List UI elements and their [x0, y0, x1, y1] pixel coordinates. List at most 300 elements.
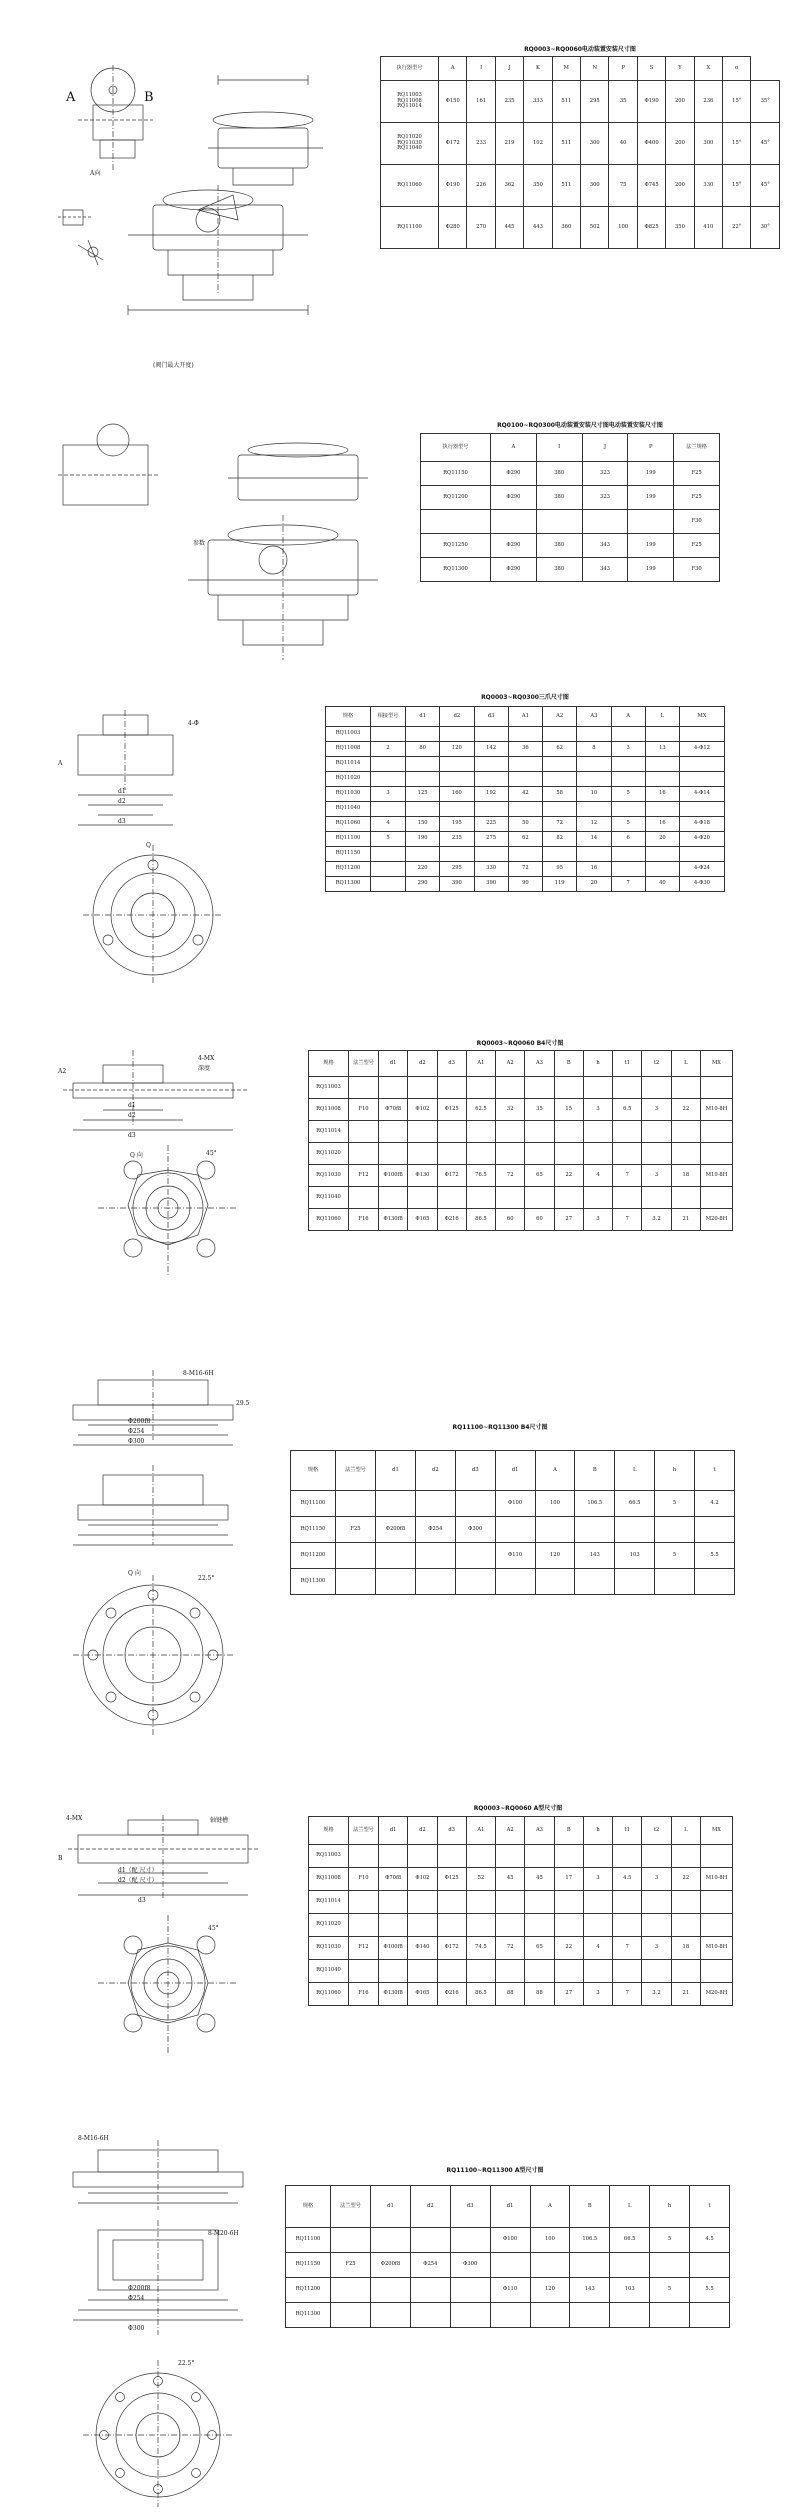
column-header: X: [694, 57, 722, 81]
value-cell: 270: [467, 207, 495, 249]
value-cell: [525, 1845, 554, 1868]
table-row: [381, 207, 780, 249]
column-header: L: [671, 1051, 700, 1077]
value-cell: Φ400: [637, 123, 665, 165]
value-cell: [437, 1077, 466, 1099]
column-header: 执行器型号: [421, 434, 491, 462]
value-cell: 5: [650, 2228, 690, 2253]
value-cell: 380: [536, 486, 582, 510]
model-cell: RQ11100: [291, 1491, 336, 1517]
value-cell: 62: [543, 742, 577, 757]
section-b4-rq11100-rq11300: [0, 1350, 790, 1760]
value-cell: [371, 847, 406, 862]
value-cell: 3: [642, 1937, 671, 1960]
value-cell: 125: [406, 787, 440, 802]
label-view: 参数: [193, 540, 206, 547]
model-cell: [421, 510, 491, 534]
value-cell: 343: [582, 558, 628, 582]
model-cell: RQ11020: [309, 1143, 349, 1165]
value-cell: [336, 1491, 376, 1517]
value-cell: 45°: [751, 123, 780, 165]
column-header: d1: [495, 1451, 535, 1491]
model-cell: RQ11030: [309, 1937, 349, 1960]
value-cell: [371, 772, 406, 787]
section-title: RQ0003~RQ0060 B4尺寸图: [476, 1040, 564, 1047]
column-header: 规格: [326, 707, 371, 727]
value-cell: 4: [371, 817, 406, 832]
value-cell: 3.2: [642, 1209, 671, 1231]
value-cell: [680, 847, 725, 862]
value-cell: [496, 1121, 525, 1143]
section-title: RQ0100~RQ0300电动装置安装尺寸图电动装置安装尺寸图: [497, 422, 663, 429]
value-cell: [611, 757, 645, 772]
column-header: t2: [642, 1051, 671, 1077]
value-cell: F16: [349, 1983, 379, 2006]
model-cell: RQ11020: [326, 772, 371, 787]
value-cell: 88: [525, 1983, 554, 2006]
label-d1: Φ200f8: [128, 2285, 151, 2292]
value-cell: [642, 1891, 671, 1914]
actuator-large-drawing: [58, 420, 388, 670]
column-header: d1: [379, 1817, 408, 1845]
label-d3: d3: [138, 1897, 146, 1904]
value-cell: [440, 757, 474, 772]
value-cell: 161: [467, 81, 495, 123]
value-cell: 66.5: [615, 1491, 655, 1517]
value-cell: [508, 802, 542, 817]
value-cell: [611, 727, 645, 742]
model-cell: RQ11200: [421, 486, 491, 510]
table-row: [309, 1187, 733, 1209]
value-cell: [437, 1891, 466, 1914]
value-cell: [379, 1960, 408, 1983]
actuator-install-drawing: [58, 60, 378, 390]
value-cell: [440, 772, 474, 787]
value-cell: 16: [645, 787, 679, 802]
value-cell: 4-Φ18: [680, 817, 725, 832]
value-cell: 143: [570, 2278, 610, 2303]
value-cell: [525, 1143, 554, 1165]
label-q: Q: [146, 842, 151, 849]
label-d3: d3: [118, 818, 126, 825]
model-cell: RQ11300: [421, 558, 491, 582]
value-cell: [613, 1121, 642, 1143]
value-cell: [530, 2303, 570, 2328]
value-cell: [496, 1891, 525, 1914]
column-header: 规格: [286, 2186, 331, 2228]
value-cell: Φ280: [439, 207, 467, 249]
table-row: [381, 123, 780, 165]
column-header: J: [582, 434, 628, 462]
value-cell: [530, 2253, 570, 2278]
column-header: 法兰型号: [336, 1451, 376, 1491]
value-cell: 3.2: [642, 1983, 671, 2006]
value-cell: 5.5: [690, 2278, 730, 2303]
dimension-table: [420, 433, 720, 582]
label-d2: d2（配 尺寸）: [118, 1877, 158, 1884]
column-header: d3: [437, 1051, 466, 1077]
value-cell: 15: [554, 1099, 583, 1121]
value-cell: 76.5: [466, 1165, 495, 1187]
value-cell: 65: [525, 1937, 554, 1960]
value-cell: 300: [581, 165, 609, 207]
value-cell: [613, 1143, 642, 1165]
label-q: Q 向: [130, 1152, 143, 1159]
value-cell: 60: [525, 1209, 554, 1231]
value-cell: Φ825: [637, 207, 665, 249]
value-cell: 323: [582, 462, 628, 486]
value-cell: 199: [628, 462, 674, 486]
label-holes: 4-MX: [66, 1815, 83, 1822]
value-cell: 3: [583, 1983, 612, 2006]
column-header: d2: [408, 1051, 437, 1077]
value-cell: [613, 1891, 642, 1914]
value-cell: 6.5: [613, 1099, 642, 1121]
section-a-type-rq0003-rq0060: [0, 1760, 790, 2130]
table-row: [421, 486, 720, 510]
value-cell: 2: [371, 742, 406, 757]
table-row: [326, 742, 725, 757]
label-height: 29.5: [236, 1400, 250, 1407]
value-cell: [613, 1960, 642, 1983]
value-cell: [410, 2303, 450, 2328]
model-cell: RQ11030: [326, 787, 371, 802]
value-cell: F10: [349, 1868, 379, 1891]
value-cell: Φ300: [455, 1517, 495, 1543]
value-cell: M20-8H: [701, 1983, 733, 2006]
column-header: B: [575, 1451, 615, 1491]
value-cell: 72: [496, 1937, 525, 1960]
model-cell: RQ11300: [291, 1569, 336, 1595]
value-cell: 16: [645, 817, 679, 832]
column-header: MX: [680, 707, 725, 727]
column-header: d3: [455, 1451, 495, 1491]
section-rq0100-rq0300-install: [0, 400, 790, 670]
value-cell: [408, 1143, 437, 1165]
value-cell: F16: [349, 1209, 379, 1231]
value-cell: Φ290: [491, 534, 537, 558]
value-cell: 195: [440, 817, 474, 832]
column-header: M: [552, 57, 580, 81]
value-cell: 103: [610, 2278, 650, 2303]
value-cell: 390: [440, 877, 474, 892]
value-cell: [508, 847, 542, 862]
value-cell: F25: [674, 486, 720, 510]
value-cell: [371, 757, 406, 772]
value-cell: 7: [613, 1165, 642, 1187]
column-header: L: [671, 1817, 700, 1845]
column-header: t: [695, 1451, 735, 1491]
value-cell: [554, 1845, 583, 1868]
value-cell: Φ130f8: [379, 1983, 408, 2006]
value-cell: [642, 1121, 671, 1143]
column-header: h: [650, 2186, 690, 2228]
value-cell: 15°: [723, 165, 751, 207]
value-cell: 119: [543, 877, 577, 892]
column-header: 执行器型号: [381, 57, 439, 81]
value-cell: 295: [440, 862, 474, 877]
value-cell: [408, 1960, 437, 1983]
value-cell: [349, 1960, 379, 1983]
value-cell: [379, 1914, 408, 1937]
model-cell: RQ11030: [309, 1165, 349, 1187]
value-cell: 4.5: [613, 1868, 642, 1891]
value-cell: 4.2: [695, 1491, 735, 1517]
value-cell: [450, 2228, 490, 2253]
column-header: d3: [474, 707, 508, 727]
value-cell: [466, 1077, 495, 1099]
value-cell: F12: [349, 1165, 379, 1187]
column-header: P: [628, 434, 674, 462]
column-header: J: [495, 57, 523, 81]
value-cell: 40: [645, 877, 679, 892]
value-cell: 95: [543, 862, 577, 877]
table-row: [326, 817, 725, 832]
value-cell: [570, 2253, 610, 2278]
label-angle: 45°: [206, 1150, 217, 1157]
model-cell: RQ11003 RQ11008 RQ11014: [381, 81, 439, 123]
value-cell: 16: [577, 862, 611, 877]
value-cell: [701, 1121, 733, 1143]
value-cell: [379, 1187, 408, 1209]
column-header: 法兰型号: [349, 1817, 379, 1845]
value-cell: [508, 727, 542, 742]
value-cell: Φ290: [491, 558, 537, 582]
dimension-table: [308, 1816, 733, 2006]
value-cell: [474, 847, 508, 862]
value-cell: [671, 1121, 700, 1143]
value-cell: [701, 1960, 733, 1983]
value-cell: [671, 1845, 700, 1868]
value-cell: [371, 2228, 411, 2253]
model-cell: RQ11003: [309, 1845, 349, 1868]
value-cell: 200: [666, 165, 694, 207]
model-cell: RQ11060: [309, 1983, 349, 2006]
value-cell: 22: [671, 1099, 700, 1121]
value-cell: 226: [467, 165, 495, 207]
value-cell: [371, 877, 406, 892]
label-d3: Φ300: [128, 1438, 145, 1445]
column-header: t1: [613, 1051, 642, 1077]
value-cell: 5: [655, 1543, 695, 1569]
value-cell: [575, 1517, 615, 1543]
value-cell: [525, 1077, 554, 1099]
value-cell: M10-8H: [701, 1937, 733, 1960]
value-cell: [349, 1914, 379, 1937]
value-cell: [408, 1121, 437, 1143]
value-cell: [628, 510, 674, 534]
value-cell: 22: [671, 1868, 700, 1891]
value-cell: F25: [336, 1517, 376, 1543]
label-d1: Φ200f8: [128, 1418, 151, 1425]
table-row: [421, 558, 720, 582]
section-three-claw: [0, 670, 790, 1000]
value-cell: [466, 1121, 495, 1143]
column-header: A: [439, 57, 467, 81]
value-cell: [450, 2278, 490, 2303]
value-cell: [495, 1517, 535, 1543]
value-cell: Φ100: [490, 2228, 530, 2253]
model-cell: RQ11003: [326, 727, 371, 742]
model-cell: RQ11003: [309, 1077, 349, 1099]
column-header: A3: [525, 1817, 554, 1845]
section-title: RQ0003~RQ0060电动装置安装尺寸图: [524, 46, 636, 53]
value-cell: [575, 1569, 615, 1595]
value-cell: [642, 1845, 671, 1868]
value-cell: 62: [508, 832, 542, 847]
value-cell: 7: [613, 1209, 642, 1231]
value-cell: Φ172: [437, 1165, 466, 1187]
model-cell: RQ11014: [309, 1891, 349, 1914]
value-cell: [543, 757, 577, 772]
table-row: [286, 2278, 730, 2303]
value-cell: [406, 757, 440, 772]
value-cell: M10-8H: [701, 1165, 733, 1187]
column-header: B: [554, 1051, 583, 1077]
label-holes: 4-MX: [198, 1055, 215, 1062]
column-header: 规格: [309, 1817, 349, 1845]
value-cell: [508, 757, 542, 772]
section-title: RQ0003~RQ0060 A型尺寸图: [473, 1805, 563, 1812]
section-title: RQ11100~RQ11300 A型尺寸图: [446, 2167, 544, 2174]
value-cell: 103: [615, 1543, 655, 1569]
column-header: h: [655, 1451, 695, 1491]
label-holes: 4-Φ: [188, 720, 199, 727]
column-header: A1: [508, 707, 542, 727]
value-cell: Φ70f8: [379, 1099, 408, 1121]
value-cell: 20: [577, 877, 611, 892]
value-cell: [336, 1569, 376, 1595]
value-cell: 7: [611, 877, 645, 892]
value-cell: 35: [609, 81, 637, 123]
value-cell: 160: [440, 787, 474, 802]
value-cell: [379, 1121, 408, 1143]
label-holes-top: 8-M16-6H: [78, 2135, 109, 2142]
value-cell: 300: [581, 123, 609, 165]
value-cell: [437, 1914, 466, 1937]
model-cell: RQ11150: [326, 847, 371, 862]
value-cell: 22: [554, 1937, 583, 1960]
section-rq0003-rq0060-install: [0, 0, 790, 400]
value-cell: 4: [583, 1937, 612, 1960]
value-cell: F30: [674, 558, 720, 582]
column-header: t: [690, 2186, 730, 2228]
value-cell: [349, 1187, 379, 1209]
value-cell: [582, 510, 628, 534]
value-cell: 236: [694, 81, 722, 123]
model-cell: RQ11008: [309, 1868, 349, 1891]
column-header: d2: [410, 2186, 450, 2228]
value-cell: 199: [628, 486, 674, 510]
column-header: d2: [408, 1817, 437, 1845]
value-cell: [642, 1960, 671, 1983]
value-cell: [613, 1914, 642, 1937]
value-cell: 4-Φ12: [680, 742, 725, 757]
value-cell: [645, 862, 679, 877]
value-cell: [336, 1543, 376, 1569]
column-header: S: [637, 57, 665, 81]
value-cell: [671, 1187, 700, 1209]
value-cell: [577, 802, 611, 817]
label-a: A: [58, 760, 63, 767]
column-header: A2: [496, 1051, 525, 1077]
dimension-table: [325, 706, 725, 892]
value-cell: [437, 1960, 466, 1983]
value-cell: [406, 772, 440, 787]
value-cell: Φ110: [495, 1543, 535, 1569]
value-cell: 10: [577, 787, 611, 802]
column-header: A: [535, 1451, 575, 1491]
dimension-table: [285, 2185, 730, 2328]
value-cell: 3: [611, 742, 645, 757]
value-cell: 330: [474, 862, 508, 877]
value-cell: [349, 1143, 379, 1165]
column-header: 相接型号: [371, 707, 406, 727]
column-header: MX: [701, 1051, 733, 1077]
value-cell: [376, 1543, 416, 1569]
b4-flange-drawing: [58, 1050, 298, 1320]
value-cell: [371, 2278, 411, 2303]
value-cell: 233: [467, 123, 495, 165]
value-cell: [645, 757, 679, 772]
value-cell: [415, 1543, 455, 1569]
value-cell: 5: [611, 787, 645, 802]
value-cell: 62.5: [466, 1099, 495, 1121]
value-cell: [554, 1960, 583, 1983]
value-cell: 3: [642, 1165, 671, 1187]
value-cell: 343: [582, 534, 628, 558]
value-cell: [331, 2303, 371, 2328]
value-cell: 380: [536, 534, 582, 558]
column-header: L: [610, 2186, 650, 2228]
value-cell: [610, 2253, 650, 2278]
value-cell: [466, 1914, 495, 1937]
model-cell: RQ11040: [309, 1960, 349, 1983]
value-cell: [615, 1517, 655, 1543]
value-cell: [543, 802, 577, 817]
value-cell: [466, 1891, 495, 1914]
value-cell: [474, 802, 508, 817]
value-cell: Φ140: [408, 1937, 437, 1960]
label-angle: 22.5°: [178, 2360, 195, 2367]
value-cell: 4: [583, 1165, 612, 1187]
label-a: A: [66, 90, 76, 105]
value-cell: [554, 1187, 583, 1209]
model-cell: RQ11300: [326, 877, 371, 892]
value-cell: 3: [583, 1209, 612, 1231]
three-claw-drawing: [58, 710, 288, 990]
label-d1: d1（配 尺寸）: [118, 1867, 158, 1874]
value-cell: [615, 1569, 655, 1595]
table-row: [381, 165, 780, 207]
value-cell: [577, 757, 611, 772]
value-cell: [680, 727, 725, 742]
label-angle: 22.5°: [198, 1575, 215, 1582]
model-cell: RQ11150: [286, 2253, 331, 2278]
column-header: B: [554, 1817, 583, 1845]
value-cell: 8: [577, 742, 611, 757]
value-cell: [408, 1187, 437, 1209]
column-header: A1: [466, 1051, 495, 1077]
value-cell: [455, 1569, 495, 1595]
value-cell: [535, 1569, 575, 1595]
value-cell: [525, 1960, 554, 1983]
label-max-open: (阀门最大开度): [153, 362, 194, 369]
table-row: [326, 802, 725, 817]
model-cell: RQ11100: [381, 207, 439, 249]
value-cell: 36: [508, 742, 542, 757]
section-a-type-rq11100-rq11300: [0, 2130, 790, 2515]
